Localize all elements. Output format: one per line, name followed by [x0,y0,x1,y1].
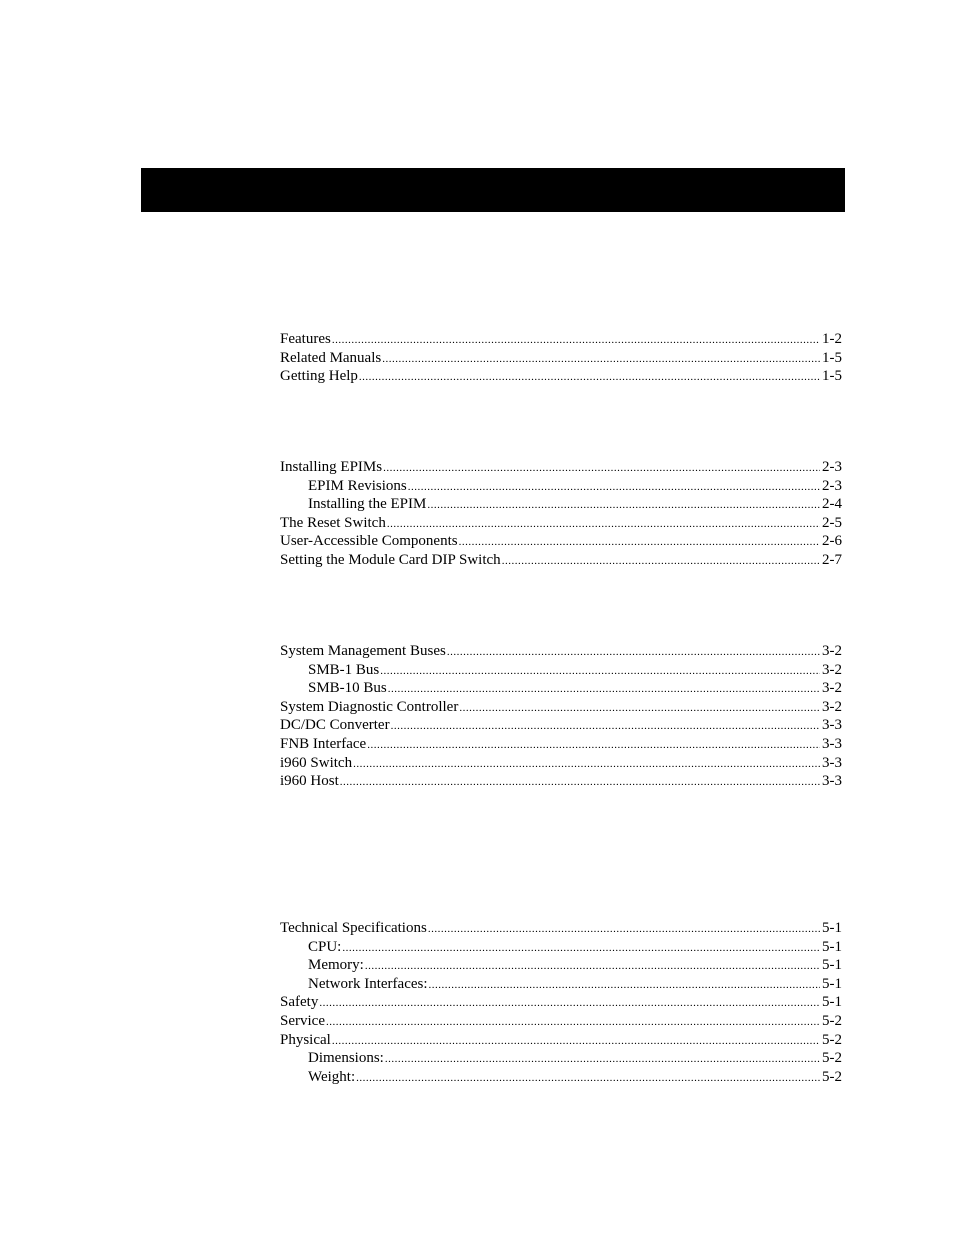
toc-entry-title: Safety [280,994,319,1011]
toc-entry[interactable] [280,735,842,754]
toc-leader-dots [459,699,820,717]
toc-entry-page: 3-2 [822,661,842,678]
toc-entry-title: Related Manuals [280,349,382,366]
toc-leader-dots [502,552,820,570]
toc-leader-dots [383,459,820,477]
toc-entry-page: 3-3 [822,717,842,734]
toc-entry-page: 3-2 [822,643,842,659]
toc-leader-dots [447,643,820,661]
toc-entry-title: Technical Specifications [280,920,427,936]
toc-entry-page: 5-1 [822,975,842,992]
toc-leader-dots [380,662,820,680]
toc-entry[interactable] [280,919,842,938]
toc-subentry[interactable] [280,477,842,496]
toc-entry[interactable] [280,349,842,368]
toc-entry-page: 5-2 [822,1068,842,1085]
toc-entry[interactable] [280,367,842,386]
toc-entry-page: 1-2 [822,331,842,347]
toc-entry[interactable] [280,514,842,533]
toc-entry-page: 3-2 [822,698,842,715]
toc-subentry[interactable] [280,938,842,957]
toc-entry-title: Weight: [308,1068,356,1085]
toc-entry-title: User-Accessible Components [280,533,458,550]
toc-entry-page: 2-7 [822,551,842,568]
toc-entry-page: 5-2 [822,1050,842,1067]
toc-subentry[interactable] [280,495,842,514]
toc-entry-title: EPIM Revisions [308,477,407,494]
toc-entry-page: 5-1 [822,957,842,974]
toc-leader-dots [342,939,820,957]
toc-entry[interactable] [280,754,842,773]
toc-entry-title: System Diagnostic Controller [280,698,459,715]
toc-leader-dots [388,680,820,698]
toc-entry-title: Network Interfaces: [308,975,428,992]
toc-entry-page: 3-3 [822,754,842,771]
toc-entry[interactable] [280,993,842,1012]
toc-subentry[interactable] [280,679,842,698]
toc-entry-page: 3-3 [822,735,842,752]
toc-entry-title: CPU: [308,938,342,955]
toc-leader-dots [367,736,820,754]
toc-leader-dots [408,478,820,496]
toc-group-4 [280,919,842,1086]
toc-entry[interactable] [280,1031,842,1050]
toc-entry-page: 5-1 [822,938,842,955]
toc-entry-page: 1-5 [822,368,842,385]
toc-entry-title: Memory: [308,957,364,974]
toc-entry-page: 5-1 [822,920,842,936]
toc-leader-dots [365,957,820,975]
toc-subentry[interactable] [280,956,842,975]
toc-leader-dots [319,994,820,1012]
toc-leader-dots [387,515,820,533]
toc-leader-dots [428,920,820,938]
toc-entry-title: Features [280,331,331,347]
toc-entry-page: 3-3 [822,773,842,790]
toc-group-3 [280,642,842,791]
toc-entry-title: System Management Buses [280,643,446,659]
toc-leader-dots [385,1050,820,1068]
toc-entry-title: SMB-10 Bus [308,680,387,697]
toc-entry[interactable] [280,1012,842,1031]
toc-leader-dots [353,755,820,773]
toc-group-1 [280,330,842,386]
toc-subentry[interactable] [280,661,842,680]
toc-leader-dots [326,1013,820,1031]
toc-entry-page: 2-6 [822,533,842,550]
toc-leader-dots [429,976,820,994]
toc-subentry[interactable] [280,975,842,994]
toc-entry-page: 2-4 [822,496,842,513]
toc-entry-title: FNB Interface [280,735,367,752]
toc-entry-page: 2-3 [822,459,842,475]
toc-entry-title: i960 Switch [280,754,353,771]
toc-group-2 [280,458,842,570]
toc-leader-dots [391,717,820,735]
toc-entry-page: 3-2 [822,680,842,697]
toc-entry-page: 5-2 [822,1031,842,1048]
toc-entry[interactable] [280,551,842,570]
toc-entry-page: 2-5 [822,514,842,531]
chapter-header-bar [141,168,845,212]
toc-entry[interactable] [280,716,842,735]
toc-leader-dots [382,350,820,368]
toc-entry-title: i960 Host [280,773,339,790]
toc-entry-page: 1-5 [822,349,842,366]
toc-entry-title: Installing EPIMs [280,459,383,475]
toc-entry[interactable] [280,458,842,477]
toc-leader-dots [332,331,820,349]
toc-entry-title: SMB-1 Bus [308,661,380,678]
toc-entry-title: Service [280,1012,325,1029]
toc-entry[interactable] [280,698,842,717]
toc-entry[interactable] [280,772,842,791]
toc-subentry[interactable] [280,1068,842,1087]
toc-entry-page: 5-2 [822,1012,842,1029]
toc-entry-title: Setting the Module Card DIP Switch [280,551,501,568]
toc-entry-title: Getting Help [280,368,358,385]
toc-leader-dots [356,1069,820,1087]
toc-entry-title: DC/DC Converter [280,717,390,734]
toc-entry-page: 2-3 [822,477,842,494]
toc-leader-dots [340,773,820,791]
toc-entry-title: Physical [280,1031,331,1048]
toc-leader-dots [427,496,820,514]
toc-subentry[interactable] [280,1049,842,1068]
toc-entry-title: Dimensions: [308,1050,384,1067]
toc-entry[interactable] [280,532,842,551]
toc-entry-page: 5-1 [822,994,842,1011]
toc-leader-dots [332,1032,820,1050]
toc-entry[interactable] [280,330,842,349]
toc-entry-title: Installing the EPIM [308,496,427,513]
toc-entry-title: The Reset Switch [280,514,386,531]
toc-leader-dots [359,368,820,386]
toc-leader-dots [459,533,820,551]
toc-entry[interactable] [280,642,842,661]
